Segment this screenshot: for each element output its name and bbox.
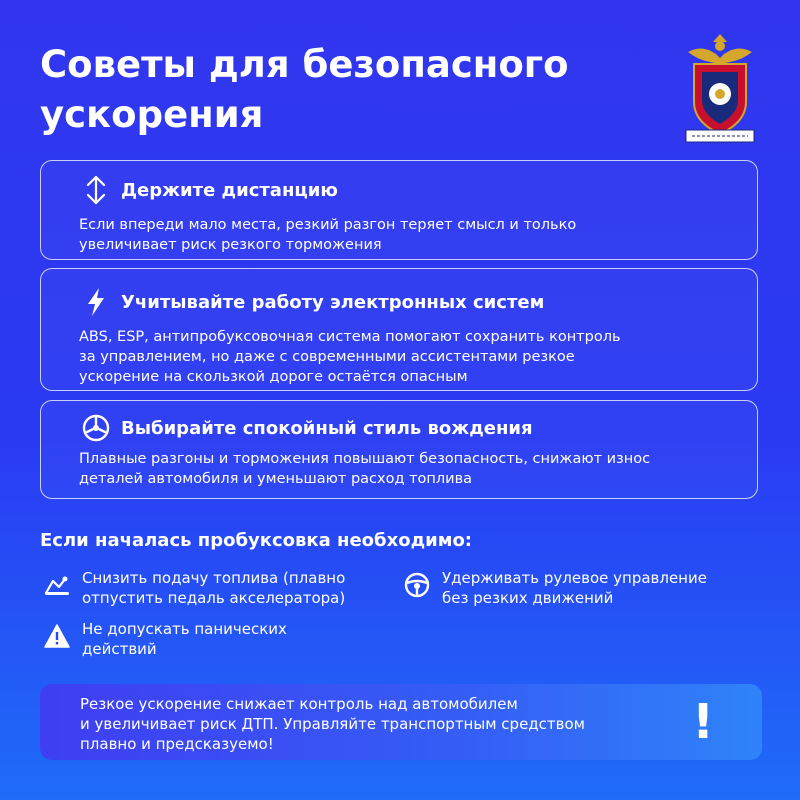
card-text-line: Плавные разгоны и торможения повышают безопасность, снижают износ [79,451,651,467]
card-title: Выбирайте спокойный стиль вождения [121,417,533,439]
warning-icon [40,619,74,653]
banner-line: Резкое ускорение снижает контроль над автомобилем [80,695,518,713]
tip-line: без резких движений [442,589,614,607]
card-text [79,215,719,255]
lightning-icon [79,285,113,319]
card-text-line: ускорение на скользкой дороге остаётся опасным [79,369,468,385]
card-title: Держите дистанцию [121,179,338,201]
card-text-line: деталей автомобиля и уменьшают расход топлива [79,471,473,487]
card-title: Учитывайте работу электронных систем [121,291,545,313]
card-text-line: за управлением, но даже с современными ассистентами резкое [79,349,575,365]
skid-section-title: Если началась пробуксовка необходимо: [40,530,473,551]
card-text-line: ABS, ESP, антипробуксовочная система помогают сохранить контроль [79,329,621,345]
exclamation-icon: ! [692,694,714,750]
tip-line: Снизить подачу топлива (плавно [82,569,346,587]
page-title-line-2: ускорения [40,93,264,136]
card-text [79,327,719,387]
steering-wheel-icon [400,568,434,602]
tip-line: Удерживать рулевое управление [442,569,707,587]
wheel-icon [79,411,113,445]
tip-line: Не допускать панических [82,620,287,638]
banner-line: плавно и предсказуемо! [80,735,274,753]
tip-card-distance [40,160,758,260]
pedal-icon [40,568,74,602]
page-title [40,40,640,140]
warning-banner [40,684,762,760]
police-emblem-icon [680,30,760,150]
page-title-line-1: Советы для безопасного [40,43,569,86]
tip-line: действий [82,640,157,658]
tip-line: отпустить педаль акселератора) [82,589,346,607]
card-text-line: Если впереди мало места, резкий разгон теряет смысл и только [79,217,577,233]
tip-card-style [40,400,758,499]
tip-reduce-fuel [40,568,345,608]
banner-line: и увеличивает риск ДТП. Управляйте транспортным средством [80,715,585,733]
tip-card-electronics [40,268,758,391]
arrows-vertical-icon [79,173,113,207]
card-text-line: увеличивает риск резкого торможения [79,237,382,253]
tip-hold-steering [400,568,707,608]
tip-no-panic [40,619,287,659]
card-text [79,449,719,489]
